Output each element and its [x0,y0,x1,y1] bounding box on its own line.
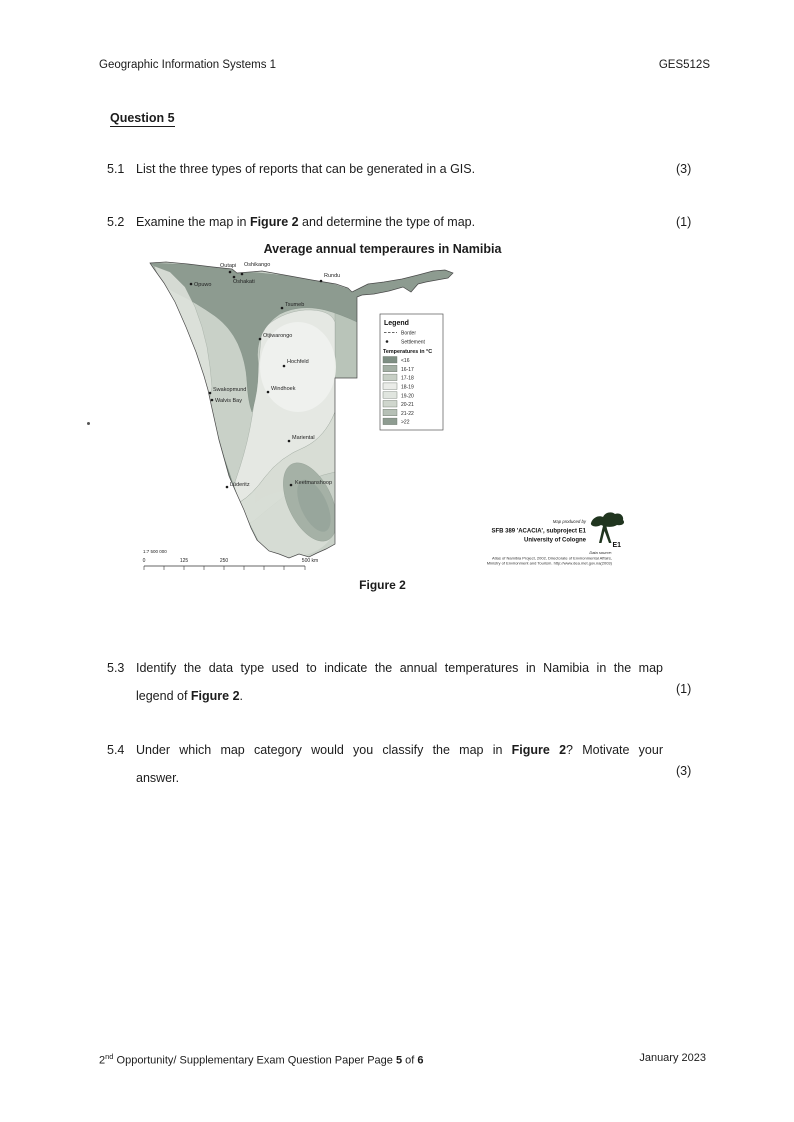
settlement-dot [211,399,214,402]
legend-class-label: <16 [401,358,410,365]
header-code: GES512S [658,59,710,71]
legend-swatch [383,383,397,390]
settlement-dot [241,273,244,276]
question-text: Examine the map in Figure 2 and determine the type of map. [136,215,476,229]
settlement-dot [229,271,232,274]
legend-class-label: 17-18 [401,375,414,382]
question-number: 5.4 [107,743,125,757]
settlement-dot [226,486,229,489]
produced-by-label: Map produced by [552,519,586,524]
figure-caption: Figure 2 [359,578,406,592]
figure-ref: Figure 2 [511,743,567,757]
question-text: List the three types of reports that can be generated in a GIS. [136,162,476,176]
legend-settlement-label: Settlement [401,339,425,346]
legend-swatch [383,365,397,372]
question-number: 5.3 [107,661,125,675]
page-total: 6 [417,1054,424,1067]
settlement-dot [259,338,262,341]
settlement-label: Rundu [324,273,341,279]
scale-labels [143,558,319,564]
data-source-label: Data source: [589,550,612,555]
footer-date: January 2023 [639,1052,706,1064]
header-course: Geographic Information Systems 1 [99,59,277,71]
question-text: Under which map category would you classify the map in Figure 2? Motivate your answer. [136,743,663,785]
producer-line2: University of Cologne [523,537,586,544]
acacia-tree-icon [591,512,624,543]
legend-class-label: 19-20 [401,393,414,400]
scale-tick-label: 125 [179,558,189,564]
data-source-line2: Ministry of Environment and Tourism. http://www.dea.met.gov.na(2003) [486,560,612,566]
marks-badge: (3) [676,764,692,778]
legend-swatch [383,409,397,416]
settlement-label: Hochfeld [287,359,309,365]
marks-badge: (1) [676,215,692,229]
question-5-4 [107,743,663,799]
scale-tick-label: 500 km [301,558,319,564]
attribution [487,512,624,565]
figure-ref: Figure 2 [190,689,240,703]
settlement-label: Otjiwarongo [263,333,293,339]
settlement-dot [267,391,270,394]
logo-e1-label: E1 [612,542,622,549]
page-number: 5 [395,1054,403,1067]
legend-swatch [383,401,397,408]
settlement-dot [209,392,212,395]
legend-class-label: 21-22 [401,410,414,417]
settlement-label: Oshakati [233,279,255,285]
scale-ratio: 1:7 500 000 [143,549,167,554]
legend-swatch [383,357,397,364]
stray-mark [87,422,90,425]
settlement-label: Lüderitz [230,482,250,488]
footer-left: 2nd Opportunity/ Supplementary Exam Question Paper Page 5 of 6 [99,1052,424,1067]
namibia-temperature-map [140,252,625,587]
question-number: 5.2 [107,215,125,229]
settlement-dot [290,484,293,487]
marks-badge: (3) [676,162,692,176]
legend-temp-title: Temperatures in °C [383,349,433,355]
legend-class-label: 18-19 [401,384,414,391]
scale-tick-label: 250 [219,558,229,564]
settlement-dot [190,283,193,286]
legend-swatch [383,392,397,399]
figure-ref: Figure 2 [249,215,299,229]
settlement-label: Oshikango [244,262,271,268]
legend-swatch [383,418,397,425]
settlement-label: Walvis Bay [215,398,242,404]
settlement-label: Tsumeb [285,302,305,308]
settlement-dot [283,365,286,368]
question-5-2 [107,215,663,243]
legend-border-label: Border [401,330,417,337]
data-source-line1: Atlas of Namibia Project, 2002, Directorate of Environmental Affairs, [492,555,612,561]
settlement-label: Outapi [220,263,237,269]
settlement-label: Windhoek [271,386,296,392]
question-text: Identify the data type used to indicate the annual temperatures in Namibia in the map legend of Figure 2. [136,661,663,703]
legend-box [380,314,443,430]
legend-class-label: 20-21 [401,402,414,409]
producer-line1: SFB 389 'ACACIA', subproject E1 [491,528,586,535]
legend-class-label: 16-17 [401,366,414,373]
settlement-label: Opuwo [194,282,212,288]
settlement-label: Mariental [292,435,315,441]
legend-swatch [383,374,397,381]
settlement-dot [281,307,284,310]
figure-title: Average annual temperaures in Namibia [263,242,502,256]
question-number: 5.1 [107,162,125,176]
marks-badge: (1) [676,682,692,696]
settlement-label: Keetmanshoop [295,480,332,486]
question-5-1 [107,162,663,190]
question-5-3 [107,661,663,717]
scale-tick-label: 0 [142,558,146,564]
settlement-dot [233,276,236,279]
settlement-label: Swakopmund [213,387,247,393]
settlement-dot [288,440,291,443]
settlement-dot [320,280,323,283]
legend-title: Legend [384,320,409,327]
question-heading: Question 5 [110,111,175,125]
settlement-symbol [386,340,389,343]
legend-class-label: >22 [401,419,410,426]
